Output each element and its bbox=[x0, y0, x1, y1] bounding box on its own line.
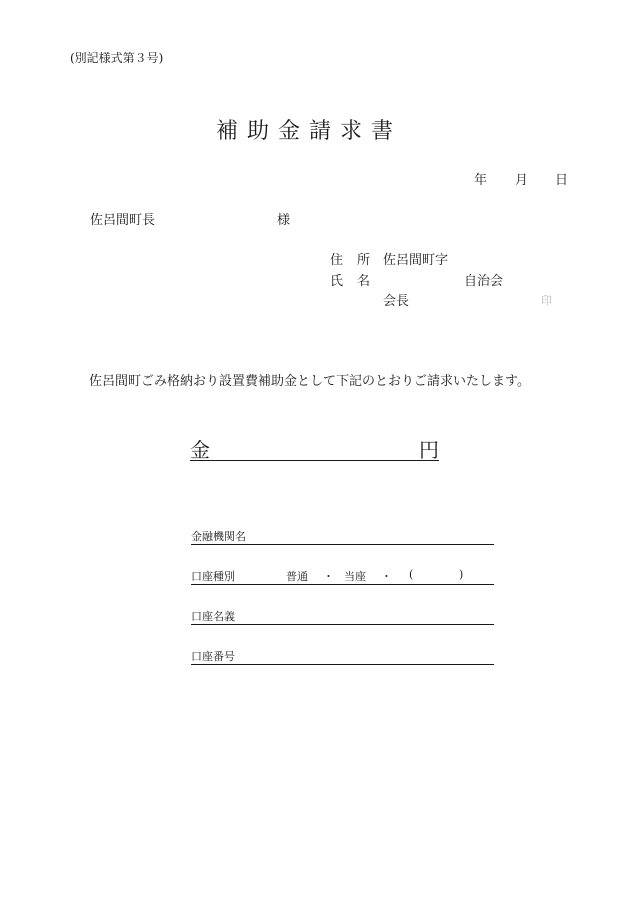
association-label: 自治会 bbox=[464, 274, 504, 289]
chairperson-label: 会長 bbox=[383, 294, 410, 309]
account-type-ordinary-option[interactable]: 普通 bbox=[286, 570, 308, 583]
document-title: 補助金請求書 bbox=[216, 119, 403, 144]
amount-suffix: 円 bbox=[419, 438, 439, 462]
form-number: (別記様式第３号) bbox=[70, 51, 164, 65]
account-type-separator-2: ・ bbox=[381, 570, 392, 583]
name-label-2: 名 bbox=[357, 274, 371, 289]
address-label-1: 住 bbox=[330, 253, 344, 268]
date-year-label: 年 bbox=[474, 173, 488, 188]
account-type-field[interactable] bbox=[191, 568, 494, 585]
address-label-2: 所 bbox=[357, 253, 371, 268]
addressee-name: 佐呂間町長 bbox=[90, 213, 156, 228]
address-value: 佐呂間町字 bbox=[383, 253, 449, 268]
request-statement: 佐呂間町ごみ格納おり設置費補助金として下記のとおりご請求いたします。 bbox=[89, 374, 530, 389]
account-type-checking-option[interactable]: 当座 bbox=[344, 570, 366, 583]
account-holder-label: 口座名義 bbox=[191, 610, 235, 623]
account-holder-field[interactable] bbox=[191, 608, 494, 625]
date-month-label: 月 bbox=[515, 173, 529, 188]
bank-institution-label: 金融機関名 bbox=[191, 530, 246, 543]
account-type-separator-1: ・ bbox=[323, 570, 334, 583]
seal-mark: 印 bbox=[541, 294, 552, 307]
account-type-other-close-paren: ) bbox=[459, 568, 464, 581]
date-day-label: 日 bbox=[555, 173, 569, 188]
addressee-honorific: 様 bbox=[277, 213, 291, 228]
account-number-label: 口座番号 bbox=[191, 650, 235, 663]
account-number-field[interactable] bbox=[191, 648, 494, 665]
amount-prefix: 金 bbox=[190, 438, 210, 462]
account-type-other-open-paren: ( bbox=[409, 568, 414, 581]
bank-institution-field[interactable] bbox=[191, 528, 494, 545]
amount-field[interactable] bbox=[190, 434, 439, 461]
name-label-1: 氏 bbox=[330, 274, 344, 289]
account-type-label: 口座種別 bbox=[191, 570, 235, 583]
